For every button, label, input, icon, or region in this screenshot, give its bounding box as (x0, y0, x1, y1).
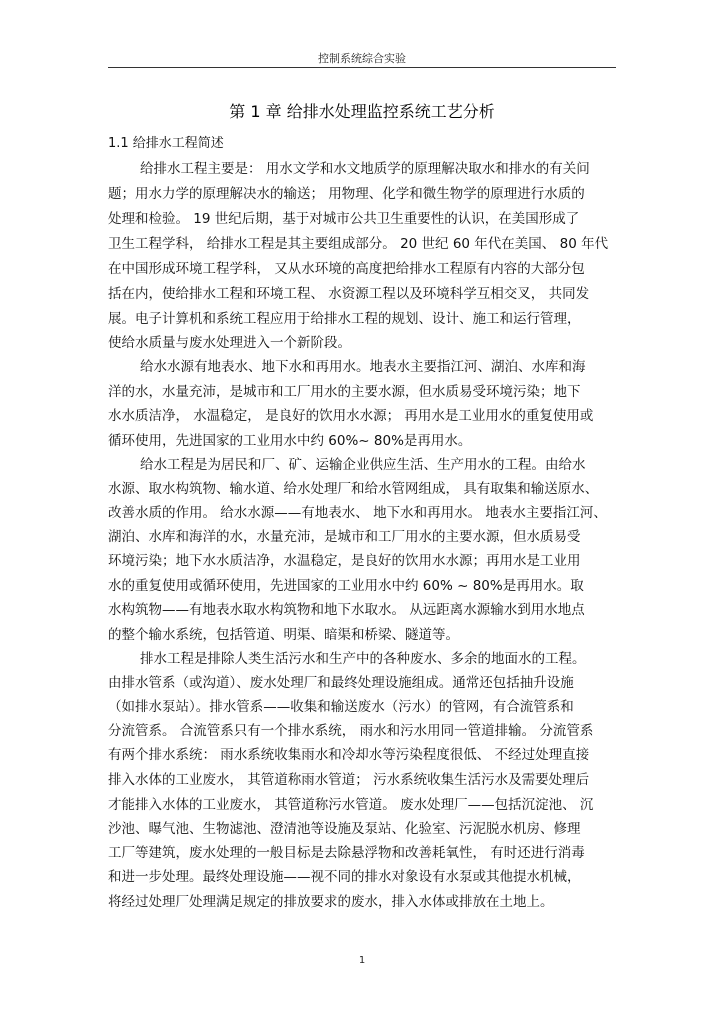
paragraph-line: 括在内，使给排水工程和环境工程、 水资源工程以及环境科学互相交叉， 共同发 (108, 286, 590, 302)
paragraph-line: 洋的水，水量充沛，是城市和工厂用水的主要水源，但水质易受环境污染；地下 (108, 384, 581, 400)
paragraph-line: 水构筑物——有地表水取水构筑物和地下水取水。 从远距离水源输水到用水地点 (108, 602, 585, 618)
paragraph-line: 和进一步处理。最终处理设施——视不同的排水对象设有水泵或其他提水机械， (108, 869, 581, 885)
paragraph-line: 使给水质量与废水处理进入一个新阶段。 (108, 335, 351, 351)
section-heading: 1.1 给排水工程简述 (108, 136, 224, 151)
paragraph-line: 给水水源有地表水、地下水和再用水。地表水主要指江河、湖泊、水库和海 (140, 359, 586, 375)
paragraph-line: 环境污染；地下水水质洁净，水温稳定，是良好的饮用水水源；再用水是工业用 (108, 553, 581, 569)
paragraph-line: 排入水体的工业废水， 其管道称雨水管道； 污水系统收集生活污水及需要处理后 (108, 772, 590, 788)
paragraph-line: 水水质洁净， 水温稳定， 是良好的饮用水水源； 再用水是工业用水的重复使用或 (108, 408, 594, 424)
paragraph-line: 处理和检验。 19 世纪后期，基于对城市公共卫生重要性的认识，在美国形成了 (108, 211, 580, 227)
paragraph-line: 展。电子计算机和系统工程应用于给排水工程的规划、设计、施工和运行管理， (108, 311, 581, 327)
paragraph-line: 湖泊、水库和海洋的水，水量充沛，是城市和工厂用水的主要水源，但水质易受 (108, 529, 581, 545)
paragraph-line: （如排水泵站）。排水管系——收集和输送废水（污水）的管网，有合流管系和 (108, 699, 574, 715)
paragraph-line: 给排水工程主要是： 用水文学和水文地质学的原理解决取水和排水的有关问 (140, 161, 590, 177)
paragraph-line: 工厂等建筑，废水处理的一般目标是去除悬浮物和改善耗氧性， 有时还进行消毒 (108, 845, 585, 861)
paragraph-line: 卫生工程学科， 给排水工程是其主要组成部分。 20 世纪 60 年代在美国、 80 年代 (108, 236, 609, 252)
paragraph-line: 的整个输水系统，包括管道、明渠、暗渠和桥梁、隧道等。 (108, 627, 459, 643)
paragraph-line: 给水工程是为居民和厂、矿、运输企业供应生活、生产用水的工程。由给水 (140, 457, 586, 473)
paragraph-line: 改善水质的作用。 给水水源——有地表水、 地下水和再用水。 地表水主要指江河、 (108, 505, 607, 521)
running-title: 控制系统综合实验 (318, 52, 406, 65)
paragraph-line: 沙池、曝气池、生物滤池、澄清池等设施及泵站、化验室、污泥脱水机房、修理 (108, 821, 581, 837)
paragraph-line: 排水工程是排除人类生活污水和生产中的各种废水、多余的地面水的工程。 (140, 651, 586, 667)
paragraph-line: 循环使用，先进国家的工业用水中约 60%~ 80%是再用水。 (108, 433, 472, 449)
paragraph-line: 题；用水力学的原理解决水的输送； 用物理、化学和微生物学的原理进行水质的 (108, 186, 585, 202)
chapter-title: 第 1 章 给排水处理监控系统工艺分析 (229, 102, 495, 121)
paragraph-line: 水源、取水构筑物、输水道、给水处理厂和给水管网组成， 具有取集和输送原水、 (108, 481, 599, 497)
page-number: 1 (358, 955, 366, 966)
paragraph-line: 分流管系。 合流管系只有一个排水系统， 雨水和污水用同一管道排输。 分流管系 (108, 723, 594, 739)
paragraph-line: 由排水管系（或沟道）、废水处理厂和最终处理设施组成。通常还包括抽升设施 (108, 675, 574, 691)
paragraph-line: 将经过处理厂处理满足规定的排放要求的废水，排入水体或排放在土地上。 (108, 894, 554, 910)
paragraph-line: 才能排入水体的工业废水， 其管道称污水管道。 废水处理厂——包括沉淀池、 沉 (108, 797, 594, 813)
paragraph-line: 有两个排水系统： 雨水系统收集雨水和冷却水等污染程度很低、 不经过处理直接 (108, 747, 590, 763)
header-rule (108, 67, 616, 68)
paragraph-line: 水的重复使用或循环使用，先进国家的工业用水中约 60% ~ 80%是再用水。取 (108, 578, 584, 594)
paragraph-line: 在中国形成环境工程学科， 又从水环境的高度把给排水工程原有内容的大部分包 (108, 261, 585, 277)
